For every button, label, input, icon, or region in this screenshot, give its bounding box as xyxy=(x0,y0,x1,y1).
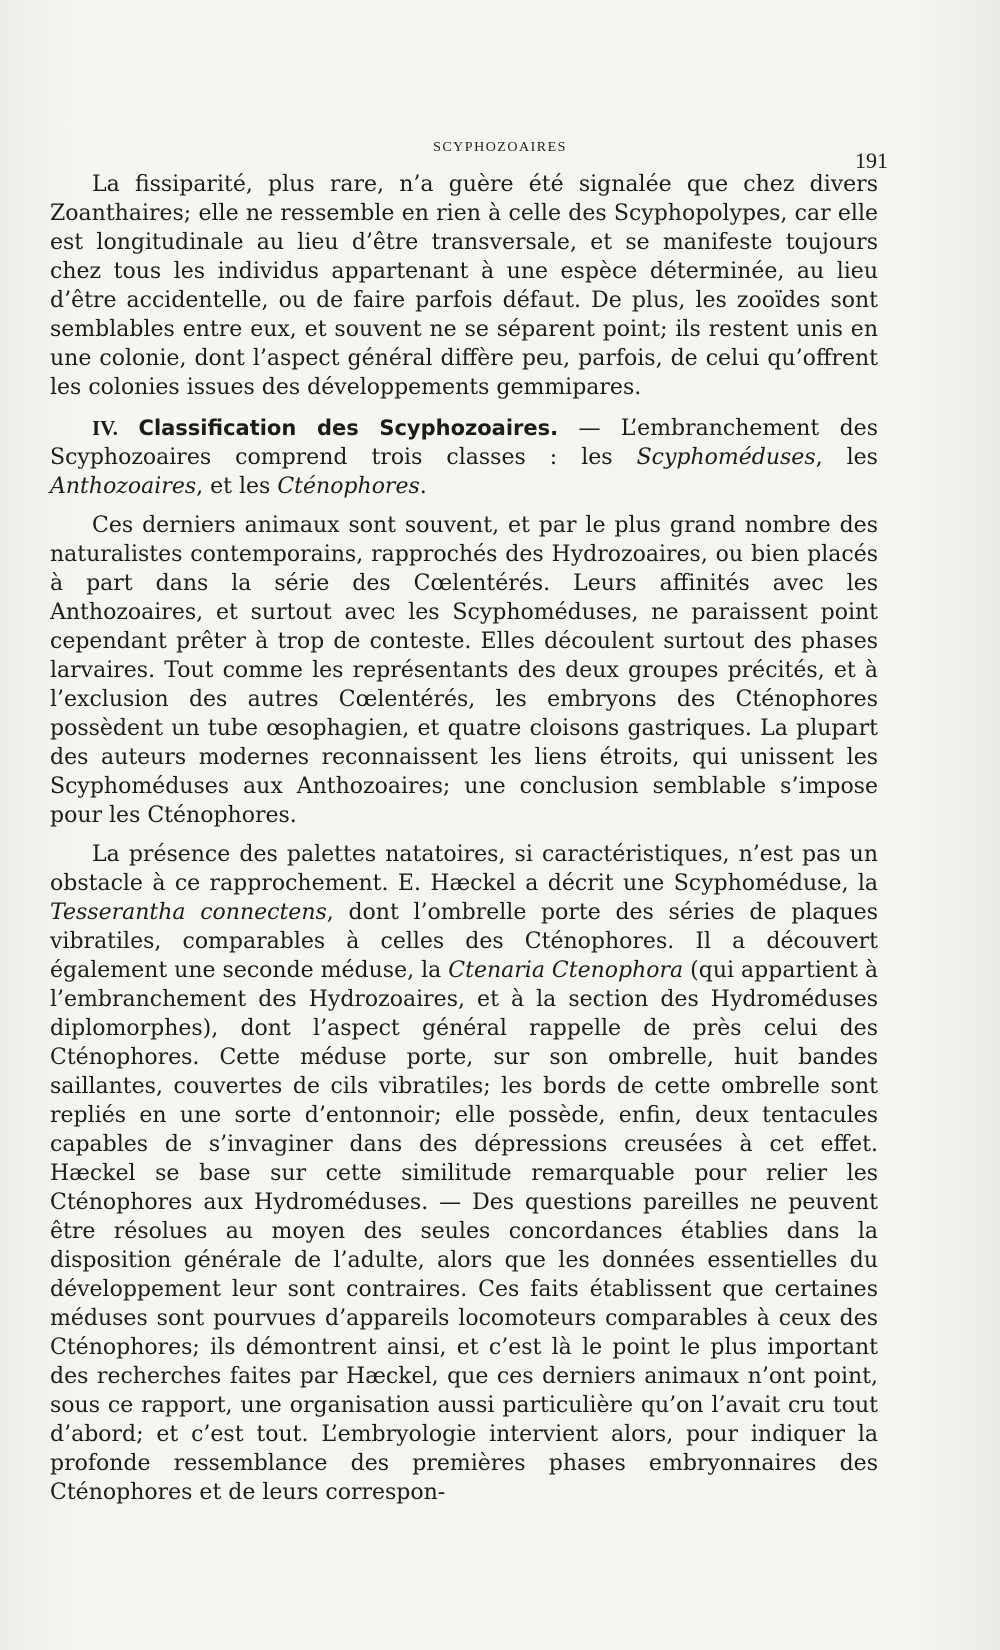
paragraph-text: , et les xyxy=(196,474,278,499)
paragraph-text: — L’embranchement des Scyphozoaires comprend trois classes : les xyxy=(50,416,878,470)
italic-term: Tesserantha connectens xyxy=(50,900,327,925)
italic-term: Cténophores xyxy=(277,474,420,499)
italic-term: Ctenaria Ctenophora xyxy=(448,958,684,983)
paragraph-text: La présence des palettes natatoires, si caractéristiques, n’est pas un obstacle à ce rapprochement. E. Hæckel a décrit une Scyphoméduse, la xyxy=(50,842,878,896)
running-head: SCYPHOZOAIRES xyxy=(433,140,567,155)
paragraph-text: . xyxy=(419,474,427,499)
paragraph-text: , les xyxy=(815,445,878,470)
paragraph-text: , dont l’ombrelle porte des séries de plaques vibratiles, comparables à celles des Cténophores. Il a découvert également une seconde méduse, la xyxy=(50,900,878,983)
page-number: 191 xyxy=(855,148,888,173)
paragraph-fissiparity: La fissiparité, plus rare, n’a guère été signalée que chez divers Zoanthaires; elle ne ressemble en rien à celle des Scyphopolypes, car elle est longitudinale au lieu d’être transversale, et se manifeste toujours chez tous les individus appartenant à une espèce déterminée, au lieu d’être accidentelle, ou de faire parfois défaut. De plus, les zooïdes sont semblables entre eux, et souvent ne se séparent point; ils restent unis en une colonie, dont l’aspect général diffère peu, parfois, de celui qu’offrent les colonies issues des développements gemmipares. xyxy=(50,172,878,400)
body-text xyxy=(50,170,878,1517)
section-title: Classification des Scyphozoaires. xyxy=(138,416,559,440)
paragraph-affinities: Ces derniers animaux sont souvent, et par le plus grand nombre des naturalistes contemporains, rapprochés des Hydrozoaires, ou bien placés à part dans la série des Cœlentérés. Leurs affinités avec les Anthozoaires, et surtout avec les Scyphoméduses, ne paraissent point cependant prêter à trop de conteste. Elles découlent surtout des phases larvaires. Tout comme les représentants des deux groupes précités, et à l’exclusion des autres Cœlentérés, les embryons des Cténophores possèdent un tube œsophagien, et quatre cloisons gastriques. La plupart des auteurs modernes reconnaissent les liens étroits, qui unissent les Scyphoméduses aux Anthozoaires; une conclusion semblable s’impose pour les Cténophores. xyxy=(50,513,878,828)
paragraph-palettes xyxy=(50,840,878,1507)
paragraph-classification xyxy=(50,414,878,501)
italic-term: Scyphoméduses xyxy=(636,445,816,470)
section-heading xyxy=(92,416,558,440)
italic-term: Anthozoaires xyxy=(50,474,197,499)
section-numeral: IV. xyxy=(92,416,118,440)
paragraph-text: (qui appartient à l’embranchement des Hydrozoaires, et à la section des Hydroméduses diplomorphes), dont l’aspect général rappelle de près celui des Cténophores. Cette méduse porte, sur son ombrelle, huit bandes saillantes, couvertes de cils vibratiles; les bords de cette ombrelle sont repliés en une sorte d’entonnoir; elle possède, enfin, deux tentacules capables de s’invaginer dans des dépressions creusées à cet effet. Hæckel se base sur cette similitude remarquable pour relier les Cténophores aux Hydroméduses. — Des questions pareilles ne peuvent être résolues au moyen des seules concordances établies dans la disposition générale de l’adulte, alors que les données essentielles du développement leur sont contraires. Ces faits établissent que certaines méduses sont pourvues d’appareils locomoteurs comparables à ceux des Cténophores; ils démontrent ainsi, et c’est là le point le plus important des recherches faites par Hæckel, que ces derniers animaux n’ont point, sous ce rapport, une organisation aussi particulière qu’on l’avait cru tout d’abord; et c’est tout. L’embryologie intervient alors, pour indiquer la profonde ressemblance des premières phases embryonnaires des Cténophores et de leurs correspon- xyxy=(50,958,878,1505)
